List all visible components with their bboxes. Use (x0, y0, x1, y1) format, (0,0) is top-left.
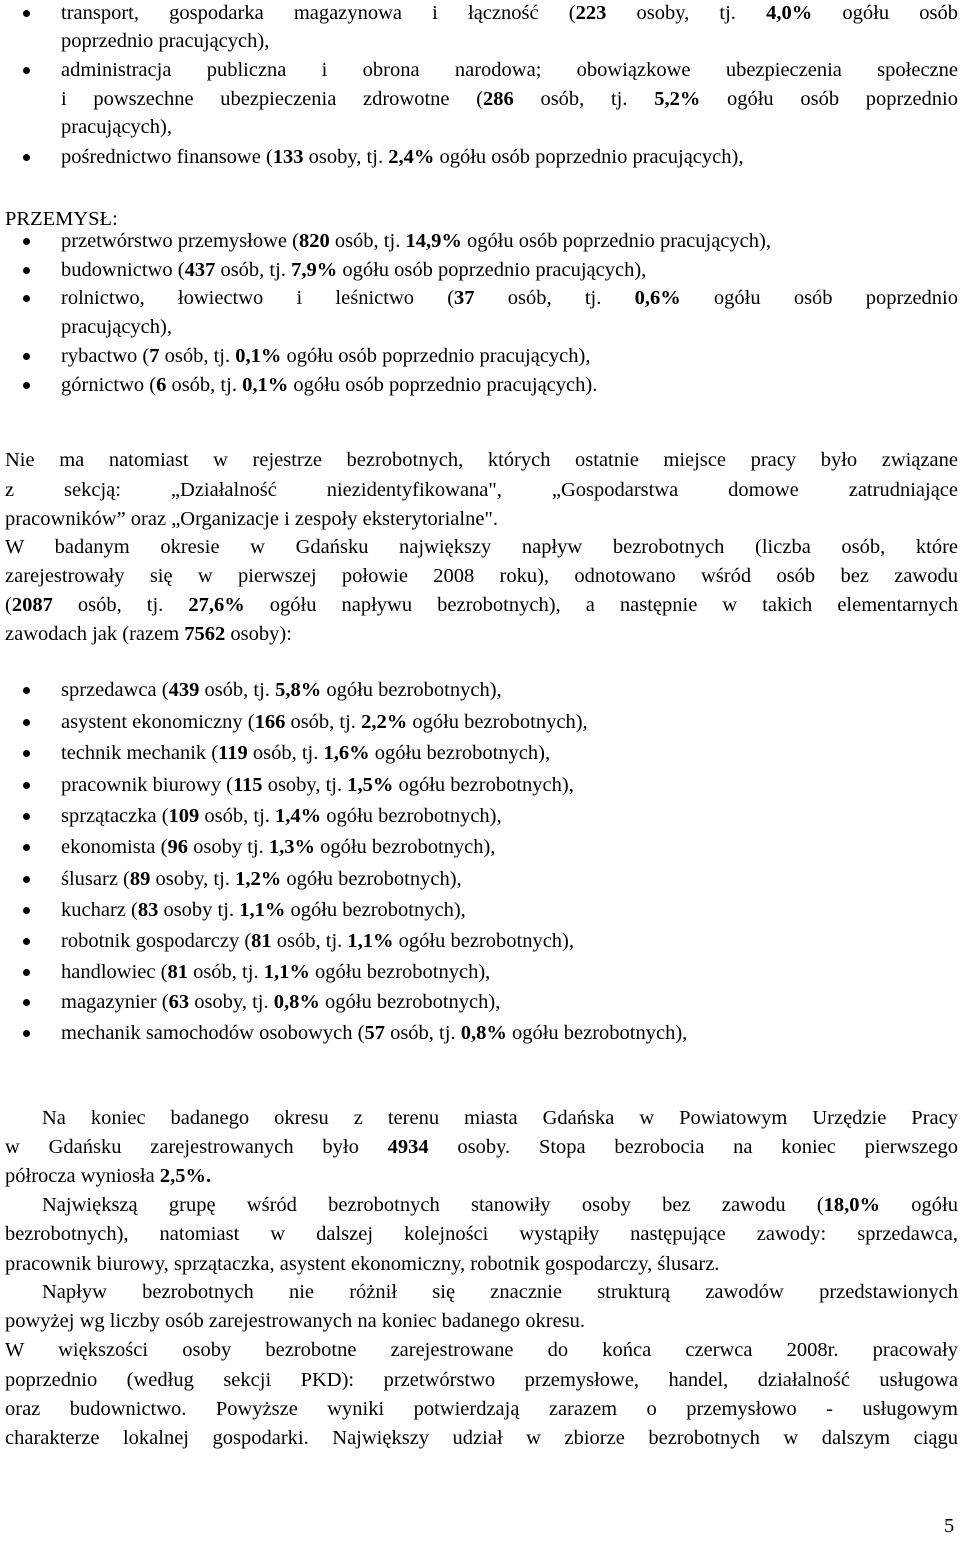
paragraph-line (5, 476, 958, 506)
paragraph-line (5, 1162, 958, 1192)
text-run: ogółu osób poprzednio (680, 287, 958, 309)
bullet-icon (23, 969, 30, 976)
bullet-icon (23, 687, 30, 694)
paragraph-line (42, 1278, 958, 1308)
text-run: rolnictwo, łowiectwo i leśnictwo ( (61, 287, 455, 309)
text-run: pracujących), (61, 116, 172, 138)
text-run: ogółu bezrobotnych), (407, 711, 588, 733)
section-heading-industry: PRZEMYSŁ: (5, 208, 118, 230)
list-item (61, 988, 958, 1018)
text-run: osób, tj. (52, 594, 189, 616)
text-run: osoby. Stopa bezrobocia na koniec pierwszego (428, 1136, 958, 1158)
figure-value: 5,2% (654, 88, 701, 110)
text-run: Napływ bezrobotnych nie różnił się znacznie strukturą zawodów przedstawionych (42, 1281, 958, 1303)
bullet-icon (23, 238, 30, 245)
paragraph-line (5, 1395, 958, 1425)
bullet-icon (23, 382, 30, 389)
text-run: ogółu bezrobotnych), (393, 930, 574, 952)
figure-value: 2087 (11, 594, 53, 616)
text-run: ogółu bezrobotnych), (309, 961, 491, 983)
text-run: charakterze lokalnej gospodarki. Największy udział w zbiorze bezrobotnych w dalszym ciągu (5, 1427, 958, 1449)
text-run: osób, tj. (166, 374, 243, 396)
figure-value: 63 (168, 991, 190, 1013)
figure-value: 223 (575, 2, 607, 24)
paragraph-line (5, 1366, 958, 1396)
figure-value: 2,2% (361, 711, 408, 733)
bullet-icon (23, 10, 30, 17)
figure-value: 115 (232, 774, 263, 796)
text-run: osoby, tj. (606, 2, 767, 24)
text-run: pracujących), (61, 316, 172, 338)
text-run: W większości osoby bezrobotne zarejestrowane do końca czerwca 2008r. pracowały (5, 1339, 958, 1361)
paragraph-line (5, 1220, 958, 1250)
figure-value: 0,8% (460, 1022, 507, 1044)
bullet-icon (23, 67, 30, 74)
figure-value: 1,4% (275, 805, 322, 827)
text-run: osób, tj. (285, 711, 362, 733)
text-run: z sekcją: „Działalność niezidentyfikowana", „Gospodarstwa domowe zatrudniające (5, 479, 958, 501)
list-item (61, 927, 958, 957)
text-run: osób, tj. (271, 930, 348, 952)
bullet-icon (23, 844, 30, 851)
text-run: osób, tj. (247, 742, 324, 764)
bullet-icon (23, 1030, 30, 1037)
list-item (61, 342, 958, 372)
text-run: Największą grupę wśród bezrobotnych stanowiły osoby bez zawodu ( (42, 1194, 824, 1216)
figure-value: 2,5%. (159, 1165, 212, 1187)
figure-value: 1,6% (323, 742, 370, 764)
figure-value: 1,2% (235, 868, 282, 890)
text-run: ogółu osób poprzednio pracujących), (281, 345, 591, 367)
text-run: bezrobotnych), natomiast w dalszej kolejności wystąpiły następujące zawody: sprzedawca, (5, 1223, 958, 1245)
text-run: zarejestrowały się w pierwszej połowie 2008 roku), odnotowano wśród osób bez zawodu (5, 565, 958, 587)
figure-value: 4,0% (766, 2, 813, 24)
text-run: osób, tj. (215, 259, 292, 281)
text-run: Nie ma natomiast w rejestrze bezrobotnych, których ostatnie miejsce pracy było związane (5, 449, 958, 471)
figure-value: 27,6% (188, 594, 245, 616)
text-run: handlowiec ( (61, 961, 168, 983)
text-run: W badanym okresie w Gdańsku największy napływ bezrobotnych (liczba osób, które (5, 536, 958, 558)
paragraph-line (42, 1191, 958, 1221)
text-run: ogółu napływu bezrobotnych), a następnie w takich elementarnych (244, 594, 958, 616)
paragraph-line (5, 1307, 958, 1337)
figure-value: 7 (149, 345, 160, 367)
figure-value: 83 (137, 899, 159, 921)
text-run: zawodach jak (razem (5, 623, 185, 645)
text-run: osób, tj. (159, 345, 236, 367)
text-run: osoby tj. (158, 899, 240, 921)
text-run: administracja publiczna i obrona narodowa; obowiązkowe ubezpieczenia społeczne (61, 59, 958, 81)
text-run: sprzątaczka ( (61, 805, 169, 827)
figure-value: 7562 (184, 623, 226, 645)
figure-value: 1,1% (347, 930, 394, 952)
list-item (61, 1019, 958, 1049)
text-run: ślusarz ( (61, 868, 130, 890)
text-run: powyżej wg liczby osób zarejestrowanych na koniec badanego okresu. (5, 1310, 586, 1332)
figure-value: 7,9% (291, 259, 338, 281)
figure-value: 133 (272, 146, 304, 168)
paragraph-line (42, 1104, 958, 1134)
text-run: i powszechne ubezpieczenia zdrowotne ( (61, 88, 484, 110)
text-run: ogółu osób poprzednio pracujących), (461, 230, 771, 252)
text-run: ekonomista ( (61, 836, 168, 858)
list-item (61, 739, 958, 769)
text-run: ogółu bezrobotnych), (321, 679, 502, 701)
text-run: Na koniec badanego okresu z terenu miasta Gdańska w Powiatowym Urzędzie Pracy (42, 1107, 958, 1129)
list-item (61, 676, 958, 706)
figure-value: 1,5% (347, 774, 394, 796)
text-run: asystent ekonomiczny ( (61, 711, 255, 733)
text-run: osoby, tj. (262, 774, 348, 796)
figure-value: 89 (129, 868, 151, 890)
text-run: ogółu osób poprzednio pracujących). (288, 374, 598, 396)
list-item (61, 865, 958, 895)
text-run: pośrednictwo finansowe ( (61, 146, 273, 168)
text-run: półrocza wyniosła (5, 1165, 160, 1187)
list-item (61, 708, 958, 738)
figure-value: 57 (364, 1022, 385, 1044)
list-item (61, 371, 958, 401)
text-run: osób, tj. (199, 679, 276, 701)
figure-value: 6 (156, 374, 167, 396)
list-item (61, 85, 958, 115)
text-run: pracowników” oraz „Organizacje i zespoły eksterytorialne". (5, 508, 498, 530)
figure-value: 0,8% (273, 991, 320, 1013)
figure-value: 37 (454, 287, 475, 309)
text-run: transport, gospodarka magazynowa i łączność ( (61, 2, 576, 24)
bullet-icon (23, 353, 30, 360)
figure-value: 1,1% (239, 899, 286, 921)
page-number: 5 (944, 1515, 955, 1537)
list-item (61, 833, 958, 863)
figure-value: 119 (218, 742, 248, 764)
list-item (61, 958, 958, 988)
text-run: magazynier ( (61, 991, 169, 1013)
text-run: osób, tj. (187, 961, 264, 983)
text-run: w Gdańsku zarejestrowanych było (5, 1136, 388, 1158)
bullet-icon (23, 999, 30, 1006)
bullet-icon (23, 267, 30, 274)
figure-value: 820 (298, 230, 330, 252)
bullet-icon (23, 813, 30, 820)
text-run: osób, tj. (384, 1022, 461, 1044)
figure-value: 81 (167, 961, 188, 983)
text-run: osób, tj. (474, 287, 635, 309)
paragraph-line (5, 591, 958, 621)
text-run: pracownik biurowy ( (61, 774, 233, 796)
figure-value: 286 (483, 88, 514, 110)
paragraph-line (5, 1424, 958, 1454)
text-run: ogółu bezrobotnych), (314, 836, 496, 858)
paragraph-line (5, 533, 958, 563)
text-run: ( (5, 594, 12, 616)
paragraph-line (5, 446, 958, 476)
text-run: oraz budownictwo. Powyższe wyniki potwierdzają zarazem o przemysłowo - usługowym (5, 1398, 958, 1420)
text-run: ogółu bezrobotnych), (506, 1022, 688, 1044)
text-run: sprzedawca ( (61, 679, 169, 701)
paragraph-line (5, 1250, 958, 1280)
figure-value: 439 (168, 679, 200, 701)
bullet-icon (23, 782, 30, 789)
text-run: ogółu osób poprzednio (700, 88, 958, 110)
figure-value: 5,8% (275, 679, 322, 701)
list-item (61, 256, 958, 286)
paragraph-line (5, 505, 958, 535)
list-item (61, 896, 958, 926)
figure-value: 0,1% (242, 374, 289, 396)
figure-value: 166 (254, 711, 286, 733)
figure-value: 1,1% (263, 961, 310, 983)
list-item (61, 0, 958, 29)
paragraph-line (5, 1336, 958, 1366)
text-run: osób, tj. (199, 805, 276, 827)
list-item (61, 143, 958, 173)
figure-value: 14,9% (405, 230, 462, 252)
text-run: ogółu bezrobotnych), (321, 805, 502, 827)
list-item (61, 284, 958, 314)
paragraph-line (5, 562, 958, 592)
list-item (61, 802, 958, 832)
text-run: ogółu bezrobotnych), (369, 742, 551, 764)
figure-value: 0,6% (634, 287, 681, 309)
list-item (61, 113, 958, 143)
text-run: pracownik biurowy, sprzątaczka, asystent ekonomiczny, robotnik gospodarczy, ślusarz. (5, 1253, 720, 1275)
text-run: przetwórstwo przemysłowe ( (61, 230, 299, 252)
text-run: technik mechanik ( (61, 742, 219, 764)
bullet-icon (23, 154, 30, 161)
text-run: górnictwo ( (61, 374, 157, 396)
text-run: ogółu osób poprzednio pracujących), (434, 146, 744, 168)
text-run: osoby, tj. (303, 146, 389, 168)
paragraph-line (5, 1133, 958, 1163)
paragraph-line (5, 620, 958, 650)
text-run: ogółu (880, 1194, 958, 1216)
text-run: osoby, tj. (150, 868, 236, 890)
list-item (61, 56, 958, 86)
text-run: mechanik samochodów osobowych ( (61, 1022, 365, 1044)
text-run: robotnik gospodarczy ( (61, 930, 252, 952)
bullet-icon (23, 295, 30, 302)
text-run: ogółu osób (812, 2, 958, 24)
bullet-icon (23, 938, 30, 945)
figure-value: 81 (251, 930, 272, 952)
text-run: poprzednio pracujących), (61, 30, 270, 52)
figure-value: 0,1% (235, 345, 282, 367)
figure-value: 2,4% (388, 146, 435, 168)
bullet-icon (23, 750, 30, 757)
bullet-icon (23, 876, 30, 883)
figure-value: 437 (184, 259, 216, 281)
figure-value: 4934 (387, 1136, 429, 1158)
text-run: osoby): (225, 623, 292, 645)
text-run: kucharz ( (61, 899, 138, 921)
text-run: rybactwo ( (61, 345, 150, 367)
list-item (61, 313, 958, 343)
list-item (61, 227, 958, 257)
text-run: ogółu osób poprzednio pracujących), (337, 259, 647, 281)
bullet-icon (23, 907, 30, 914)
figure-value: 109 (168, 805, 200, 827)
figure-value: 1,3% (268, 836, 315, 858)
text-run: budownictwo ( (61, 259, 185, 281)
text-run: ogółu bezrobotnych), (319, 991, 501, 1013)
text-run: osób, tj. (513, 88, 655, 110)
figure-value: 18,0% (823, 1194, 881, 1216)
list-item (61, 771, 958, 801)
text-run: osoby tj. (187, 836, 269, 858)
text-run: osób, tj. (329, 230, 406, 252)
text-run: poprzednio (według sekcji PKD): przetwórstwo przemysłowe, handel, działalność usługowa (5, 1369, 958, 1391)
list-item (61, 27, 958, 57)
text-run: ogółu bezrobotnych), (393, 774, 574, 796)
text-run: osoby, tj. (189, 991, 274, 1013)
text-run: ogółu bezrobotnych), (285, 899, 466, 921)
text-run: ogółu bezrobotnych), (281, 868, 462, 890)
figure-value: 96 (167, 836, 188, 858)
bullet-icon (23, 719, 30, 726)
